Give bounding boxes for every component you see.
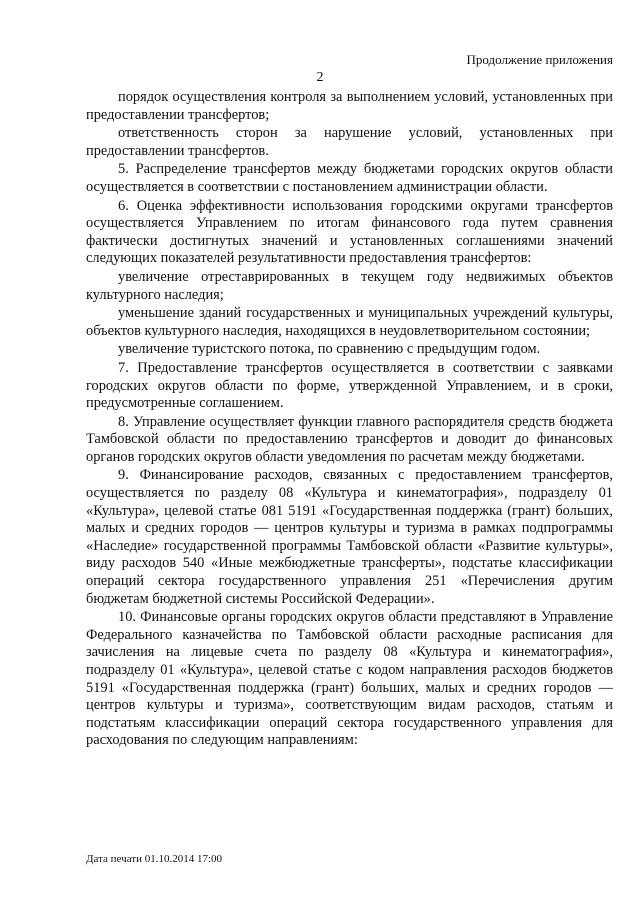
- document-body: [86, 89, 613, 751]
- page-number: 2: [316, 70, 324, 85]
- paragraph-responsibility: ответственность сторон за нарушение условий, установленных при предоставлении трансфертов.: [86, 125, 613, 159]
- appendix-continuation-note: Продолжение приложения: [466, 52, 613, 67]
- paragraph-5-distribution: 5. Распределение трансфертов между бюджетами городских округов области осуществляется в соответствии с постановлением администрации области.: [86, 161, 613, 195]
- indicator-tourist-flow: увеличение туристского потока, по сравнению с предыдущим годом.: [118, 341, 541, 358]
- paragraph-control-procedure: порядок осуществления контроля за выполнением условий, установленных при предоставлении трансфертов;: [86, 89, 613, 123]
- paragraph-7-provision: 7. Предоставление трансфертов осуществляется в соответствии с заявками городских округов области по форме, утвержденной Управлением, и в сроки, предусмотренные соглашением.: [86, 359, 613, 412]
- paragraph-9-financing: 9. Финансирование расходов, связанных с предоставлением трансфертов, осуществляется по разделу 08 «Культура и кинематография», подразделу 01 «Культура», целевой статье 081 5191 «Государственная поддержка (грант) больших, малых и средних городов — центров культуры и туризма в рамках подпрограммы «Наследие» государственной программы Тамбовской области «Развитие культуры», виду расходов 540 «Иные межбюджетные трансферты», подстатье классификации операций сектора государственного управления 251 «Перечисления другим бюджетам бюджетной системы Российской Федерации».: [86, 467, 613, 607]
- paragraph-10-financial-bodies: 10. Финансовые органы городских округов области представляют в Управление Федерального казначейства по Тамбовской области расходные расписания для зачисления на лицевые счета по разделу 08 «Культура и кинематография», подразделу 01 «Культура», целевой статье с кодом направления расходов бюджетов 5191 «Государственная поддержка (грант) больших, малых и средних городов — центров культуры и туризма», соответствующим видам расходов, статьям и подстатьям классификации операций сектора государственного управления для расходования по следующим направлениям:: [86, 609, 613, 749]
- paragraph-8-administration: 8. Управление осуществляет функции главного распорядителя средств бюджета Тамбовской области по предоставлению трансфертов и доводит до финансовых органов городских округов области уведомления по расчетам между бюджетами.: [86, 413, 613, 465]
- indicator-restored-objects: увеличение отреставрированных в текущем году недвижимых объектов культурного наследия;: [86, 268, 613, 303]
- print-date: Дата печати 01.10.2014 17:00: [86, 853, 223, 865]
- paragraph-6-evaluation: 6. Оценка эффективности использования городскими округами трансфертов осуществляется Управлением по итогам финансового года путем сравнения фактически достигнутых значений и установленных соглашениями значений следующих показателей результативности предоставления трансфертов:: [86, 197, 613, 267]
- indicator-buildings-condition: уменьшение зданий государственных и муниципальных учреждений культуры, объектов культурного наследия, находящихся в неудовлетворительном состоянии;: [86, 305, 613, 339]
